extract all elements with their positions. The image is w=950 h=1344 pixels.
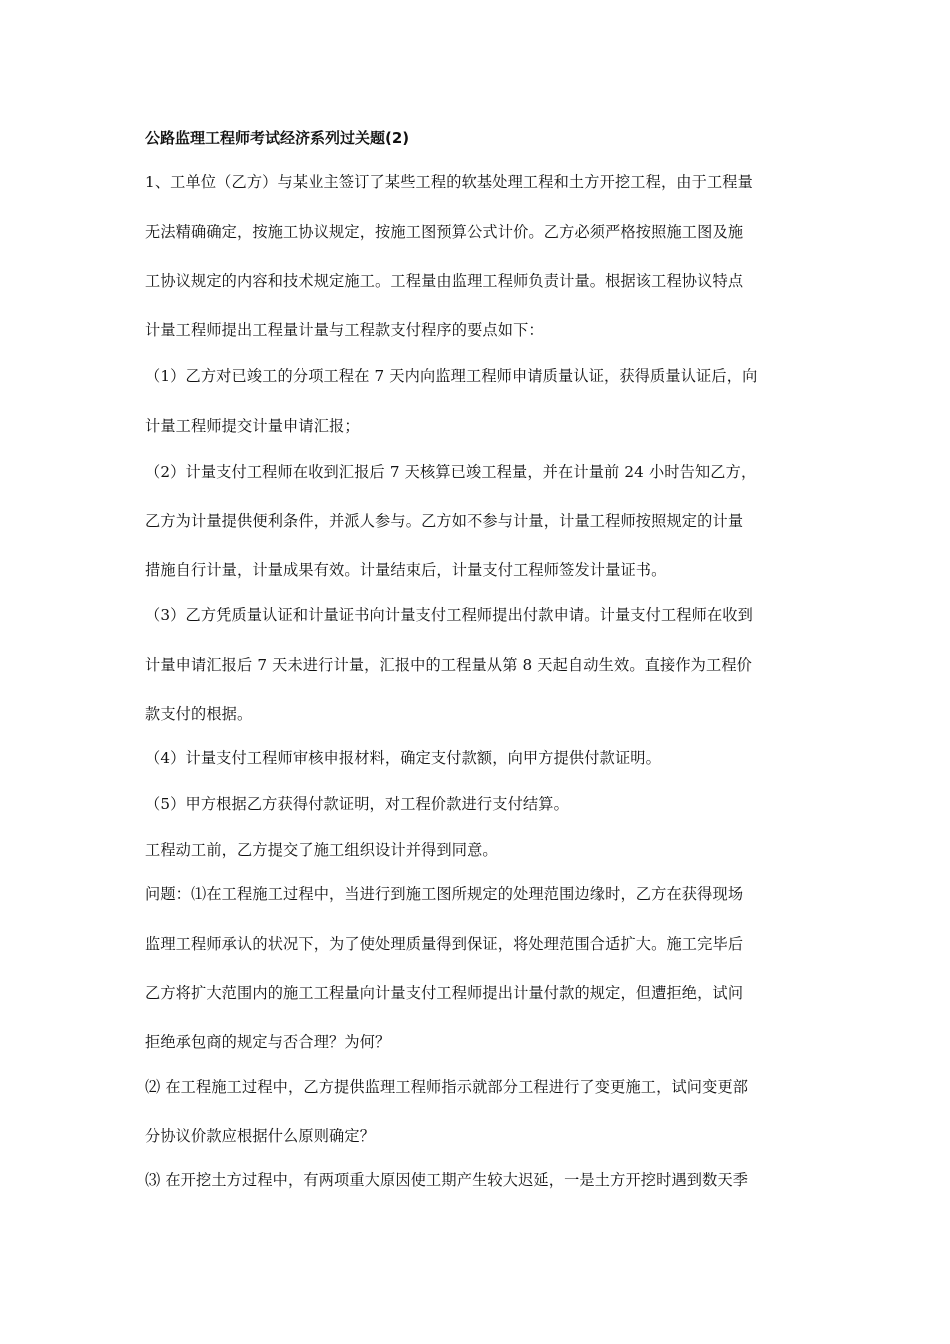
text-line: 款支付的根据。	[145, 705, 253, 723]
text-line: 工程动工前，乙方提交了施工组织设计并得到同意。	[145, 841, 498, 859]
text-line: ⑶ 在开挖土方过程中，有两项重大原因使工期产生较大迟延，一是土方开挖时遇到数天季	[145, 1171, 749, 1189]
text-line: 工协议规定的内容和技术规定施工。工程量由监理工程师负责计量。根据该工程协议特点	[145, 272, 744, 290]
text-line: 计量工程师提交计量申请汇报；	[145, 417, 360, 435]
text-line: （4）计量支付工程师审核申报材料，确定支付款额，向甲方提供付款证明。	[145, 749, 661, 767]
text-line: 乙方为计量提供便利条件，并派人参与。乙方如不参与计量，计量工程师按照规定的计量	[145, 512, 744, 530]
text-line: 监理工程师承认的状况下，为了使处理质量得到保证，将处理范围合适扩大。施工完毕后	[145, 935, 744, 953]
text-line: 措施自行计量，计量成果有效。计量结束后，计量支付工程师签发计量证书。	[145, 561, 667, 579]
text-line: ⑵ 在工程施工过程中，乙方提供监理工程师指示就部分工程进行了变更施工，试问变更部	[145, 1078, 749, 1096]
text-line: 计量申请汇报后 7 天未进行计量，汇报中的工程量从第 8 天起自动生效。直接作为工程价	[145, 656, 753, 674]
text-line: （1）乙方对已竣工的分项工程在 7 天内向监理工程师申请质量认证，获得质量认证后，向	[145, 367, 758, 385]
text-line: （3）乙方凭质量认证和计量证书向计量支付工程师提出付款申请。计量支付工程师在收到	[145, 606, 753, 624]
document-title: 公路监理工程师考试经济系列过关题(2)	[145, 129, 410, 147]
text-line: 无法精确确定，按施工协议规定，按施工图预算公式计价。乙方必须严格按照施工图及施	[145, 223, 744, 241]
text-line: 分协议价款应根据什么原则确定？	[145, 1127, 376, 1145]
text-line: 问题：⑴在工程施工过程中，当进行到施工图所规定的处理范围边缘时，乙方在获得现场	[145, 885, 744, 903]
text-line: 计量工程师提出工程量计量与工程款支付程序的要点如下：	[145, 321, 544, 339]
text-line: 乙方将扩大范围内的施工工程量向计量支付工程师提出计量付款的规定，但遭拒绝，试问	[145, 984, 744, 1002]
text-line: 拒绝承包商的规定与否合理？为何？	[145, 1033, 391, 1051]
text-line: （5）甲方根据乙方获得付款证明，对工程价款进行支付结算。	[145, 795, 569, 813]
text-line: 1、工单位（乙方）与某业主签订了某些工程的软基处理工程和土方开挖工程，由于工程量	[145, 173, 753, 191]
text-line: （2）计量支付工程师在收到汇报后 7 天核算已竣工程量，并在计量前 24 小时告知乙方，	[145, 463, 757, 481]
